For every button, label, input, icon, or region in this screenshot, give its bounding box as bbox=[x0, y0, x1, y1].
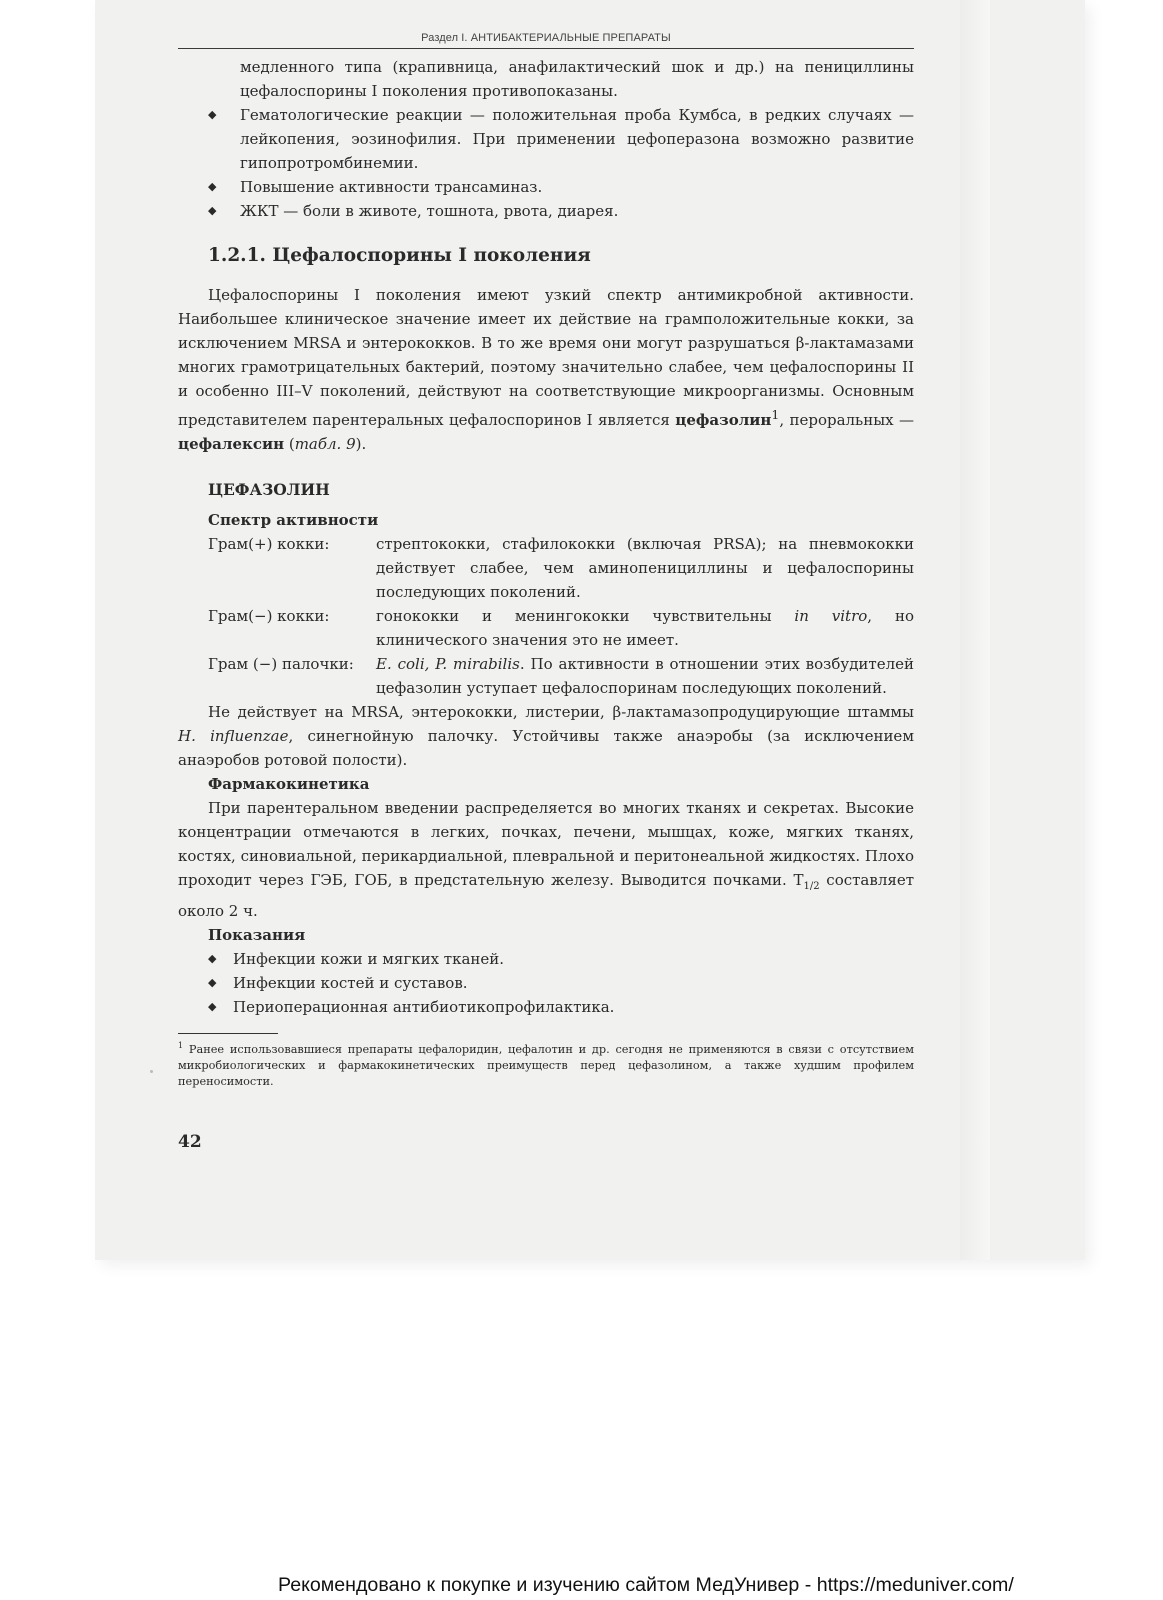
pharmacokinetics-paragraph: При парентеральном введении распределяется во многих тканях и секретах. Высокие концентрации отмечаются в легких, почках, печени, мышцах, коже, мягких тканях, костях, синовиальной, перикардиальной, плевральной и перитонеальной жидкостях. Плохо проходит через ГЭБ, ГОБ, в предстательную железу. Выводится почками. $T_{1/2}$ составляет около 2 ч. bbox=[178, 799, 914, 920]
spectrum-row bbox=[178, 604, 914, 652]
page-number: 42 bbox=[178, 1131, 202, 1152]
running-head: Раздел I. АНТИБАКТЕРИАЛЬНЫЕ ПРЕПАРАТЫ bbox=[421, 32, 671, 44]
bullet-icon: ◆ bbox=[208, 1000, 217, 1013]
not-active-paragraph: Не действует на MRSA, энтерококки, листерии, β-лактамазопродуцирующие штаммы H. influenzae, синегнойную палочку. Устойчивы также анаэробы (за исключением анаэробов ротовой полости). bbox=[178, 703, 914, 769]
bullet-icon: ◆ bbox=[208, 180, 217, 193]
drug-name-cefazolin: цефазолин bbox=[675, 411, 772, 429]
bullet-icon: ◆ bbox=[208, 204, 217, 217]
footnote-ref: 1 bbox=[771, 407, 780, 422]
spectrum-label: Грам (−) палочки: bbox=[208, 655, 354, 673]
bullet-icon: ◆ bbox=[208, 976, 217, 989]
list-item: ◆ ЖКТ — боли в животе, тошнота, рвота, диарея. bbox=[178, 199, 914, 223]
indications-heading: Показания bbox=[208, 926, 306, 944]
drug-title: ЦЕФАЗОЛИН bbox=[208, 480, 330, 499]
section-title: 1.2.1. Цефалоспорины I поколения bbox=[208, 245, 591, 266]
spectrum-text: E. coli, P. mirabilis. По активности в отношении этих возбудителей цефазолин уступает цефалоспоринам последующих поколений. bbox=[376, 655, 915, 697]
spectrum-text: стрептококки, стафилококки (включая PRSA); на пневмококки действует слабее, чем аминопенициллины и цефалоспорины последующих поколений. bbox=[376, 535, 914, 601]
recommendation-banner: Рекомендовано к покупке и изучению сайтом МедУнивер - https://meduniver.com/ bbox=[278, 1574, 1014, 1596]
bullet-icon: ◆ bbox=[208, 952, 217, 965]
bullet-icon: ◆ bbox=[208, 108, 217, 121]
indications-list bbox=[178, 947, 914, 1019]
drug-name-cefalexin: цефалексин bbox=[178, 435, 285, 453]
continuation-text: медленного типа (крапивница, анафилактический шок и др.) на пенициллины цефалоспорины I поколения противопоказаны. bbox=[240, 58, 914, 100]
spectrum-text: гонококки и менингококки чувствительны in vitro, но клинического значения это не имеет. bbox=[376, 607, 914, 649]
page-edge-shadow bbox=[960, 0, 990, 1260]
spectrum-heading: Спектр активности bbox=[208, 511, 379, 529]
spectrum-row bbox=[178, 532, 914, 604]
spectrum-label: Грам(−) кокки: bbox=[208, 607, 330, 625]
list-item: ◆ Периоперационная антибиотикопрофилактика. bbox=[178, 995, 914, 1019]
footnote: $^1$ Ранее использовавшиеся препараты цефалоридин, цефалотин и др. сегодня не применяются в связи с отсутствием микробиологических и фармакокинетических преимуществ перед цефазолином, а также худшим профилем переносимости. bbox=[178, 1041, 914, 1088]
footnote-rule bbox=[178, 1033, 278, 1034]
adverse-bullet-list bbox=[178, 103, 914, 223]
page-content bbox=[178, 30, 914, 1154]
list-item: ◆ Инфекции кожи и мягких тканей. bbox=[178, 947, 914, 971]
list-item: ◆ Повышение активности трансаминаз. bbox=[178, 175, 914, 199]
scan-speck bbox=[150, 1070, 153, 1073]
header-rule bbox=[178, 48, 914, 49]
spectrum-label: Грам(+) кокки: bbox=[208, 535, 330, 553]
pharmacokinetics-heading: Фармакокинетика bbox=[208, 775, 370, 793]
section-paragraph: Цефалоспорины I поколения имеют узкий спектр антимикробной активности. Наибольшее клиническое значение имеет их действие на грамположительные кокки, за исключением MRSA и энтерококков. В то же время они могут разрушаться β-лактамазами многих грамотрицательных бактерий, поэтому значительно слабее, чем цефалоспорины II и особенно III–V поколений, действуют на соответствующие микроорганизмы. Основным представителем парентеральных цефалоспоринов I является цефазолин$^1$, пероральных — цефалексин (табл. 9). bbox=[178, 286, 914, 453]
list-item: ◆ Гематологические реакции — положительная проба Кумбса, в редких случаях — лейкопения, эозинофилия. При применении цефоперазона возможно развитие гипопротромбинемии. bbox=[178, 103, 914, 175]
spectrum-row bbox=[178, 652, 914, 700]
table-reference: табл. 9 bbox=[294, 435, 356, 453]
list-item: ◆ Инфекции костей и суставов. bbox=[178, 971, 914, 995]
